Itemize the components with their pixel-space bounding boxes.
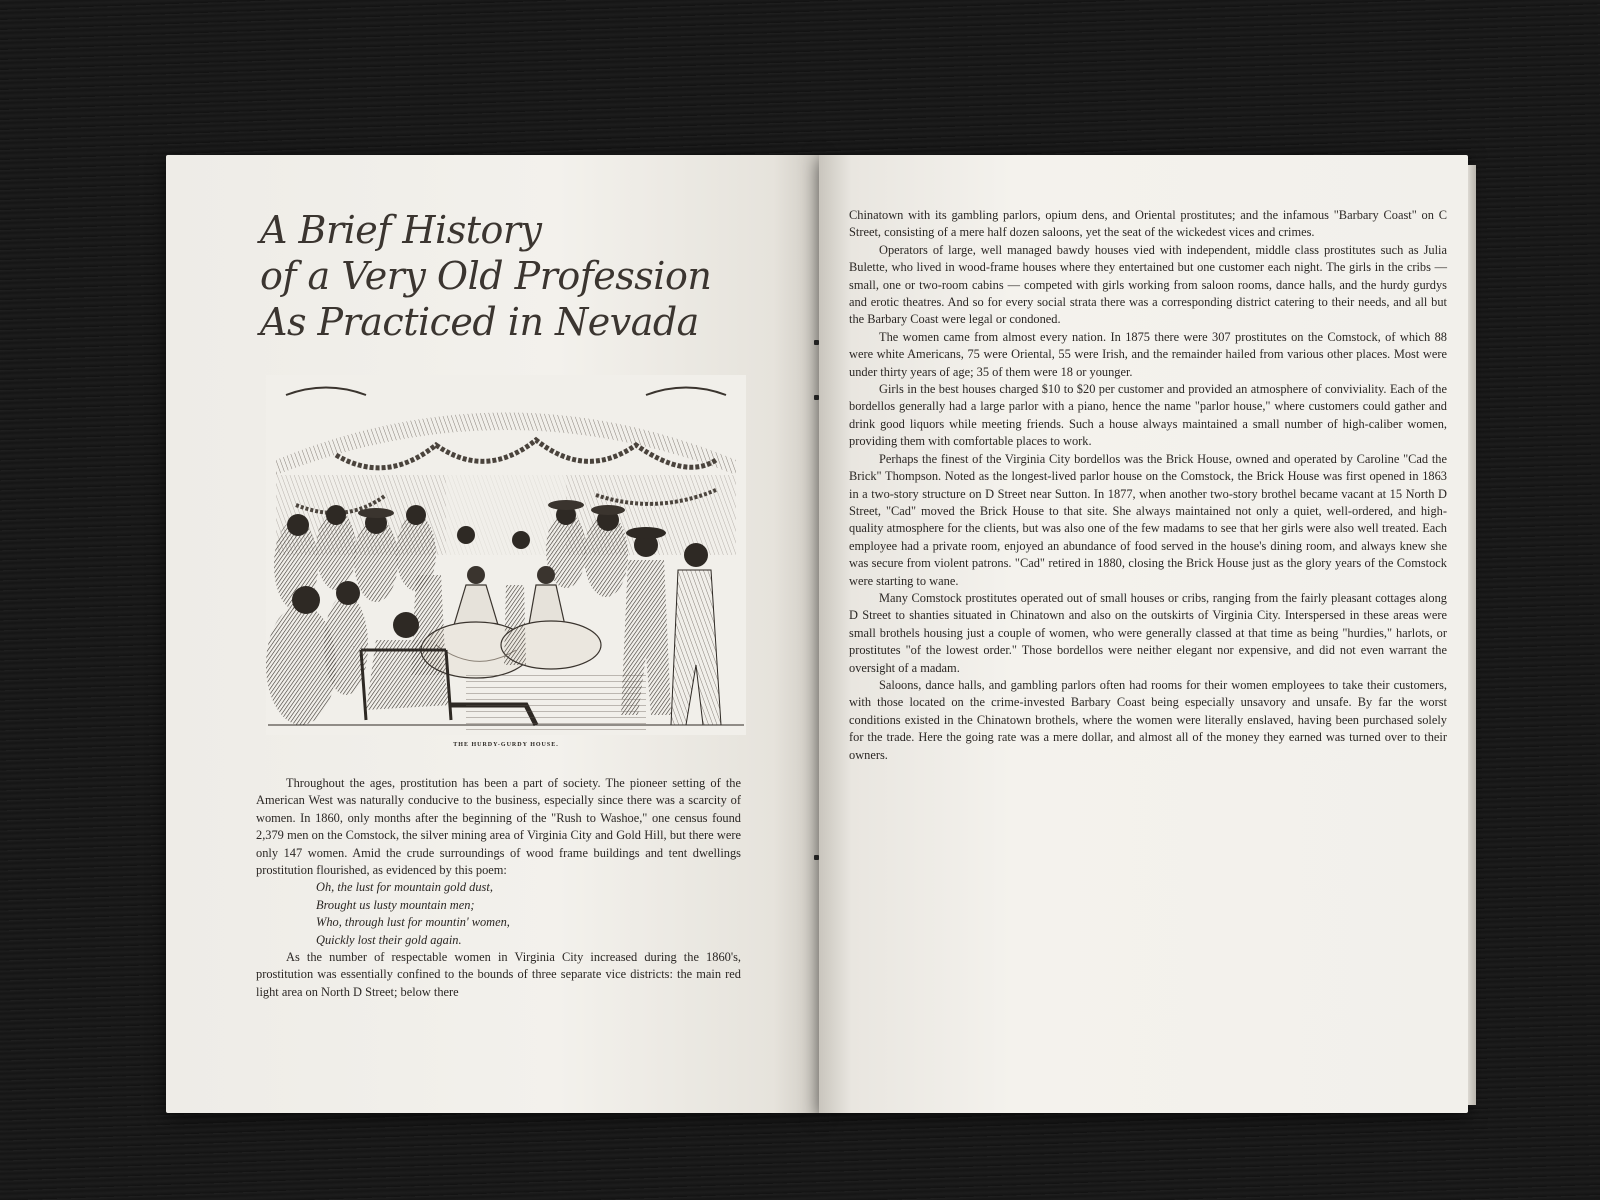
paragraph: Girls in the best houses charged $10 to $20 per customer and provided an atmosphere of conviviality. Each of the bordellos generally had a large parlor with a piano, hence the name "parlor house," where customers could gather and drink good liquors while meeting friends. Such a house always maintained a small number of high-caliber women, providing them with comfortable places to work. xyxy=(849,382,1447,449)
left-page-body xyxy=(256,775,741,1001)
paragraph: Saloons, dance halls, and gambling parlors often had rooms for their women employees to take their customers, with those located on the crime-invested Barbary Coast being especially unsavory and unsafe. By far the worst conditions existed in the Chinatown brothels, where the women were literally enslaved, having been purchased solely for the trade. Here the going rate was a mere dollar, and almost all of the money they earned was turned over to their owners. xyxy=(849,677,1447,762)
illustration-caption: THE HURDY-GURDY HOUSE. xyxy=(453,742,559,748)
paragraph: The women came from almost every nation. In 1875 there were 307 prostitutes on the Comstock, of which 88 were white Americans, 75 were Oriental, 55 were Irish, and the remainder hailed from various other places. Most were under thirty years of age; 35 of them were 18 or younger. xyxy=(849,329,1447,379)
title-line-3: As Practiced in Nevada xyxy=(260,300,699,344)
poem-line: Brought us lusty mountain men; xyxy=(316,897,475,912)
title-line-1: A Brief History xyxy=(260,208,542,252)
staple-mark xyxy=(814,395,819,400)
poem-line: Oh, the lust for mountain gold dust, xyxy=(316,880,493,895)
paragraph: Operators of large, well managed bawdy houses vied with independent, middle class prostitutes such as Julia Bulette, who lived in wood-frame houses where they entertained but one customer each night. The girls in the cribs — small, one or two-room cabins — competed with girls working from saloon rooms, dance halls, and the hurdy gurdys and erotic theatres. And so for every social strata there was a corresponding district catering to their needs, and all but the Barbary Coast were legal or condoned. xyxy=(849,242,1447,327)
staple-mark xyxy=(814,855,819,860)
open-booklet xyxy=(166,155,1468,1113)
paragraph: Throughout the ages, prostitution has been a part of society. The pioneer setting of the American West was naturally conducive to the business, especially since there was a scarcity of women. In 1860, only months after the beginning of the "Rush to Washoe," one census found 2,379 men on the Comstock, the silver mining area of Virginia City and Gold Hill, but there were only 147 women. Amid the crude surroundings of wood frame buildings and tent dwellings prostitution flourished, as evidenced by this poem: xyxy=(256,776,741,878)
paragraph: Chinatown with its gambling parlors, opium dens, and Oriental prostitutes; and the infamous "Barbary Coast" on C Street, consisting of a mere half dozen saloons, yet the seat of the wickedest vices and crimes. xyxy=(849,208,1447,240)
poem-line: Who, through lust for mountin' women, xyxy=(316,915,510,930)
page-title xyxy=(260,207,760,345)
poem-line: Quickly lost their gold again. xyxy=(316,932,462,947)
paragraph: As the number of respectable women in Virginia City increased during the 1860's, prostitution was essentially confined to the bounds of three separate vice districts: the main red light area on North D Street; below there xyxy=(256,950,741,999)
right-page-body xyxy=(849,207,1447,764)
hurdy-gurdy-engraving xyxy=(266,375,746,735)
page-edge xyxy=(1468,165,1476,1105)
paragraph: Many Comstock prostitutes operated out of small houses or cribs, ranging from the fairly pleasant cottages along D Street to shanties situated in Chinatown and also on the outskirts of Virginia City. Interspersed in these areas were small brothels housing just a couple of women, who were generally classed at that time as being "hurdies," harlots, or prostitutes "of the lowest order." Those bordellos were neither elegant nor expensive, and did not even warrant the oversight of a madam. xyxy=(849,590,1447,675)
left-page xyxy=(166,155,819,1113)
staple-mark xyxy=(814,340,819,345)
poem xyxy=(316,879,741,949)
paragraph: Perhaps the finest of the Virginia City bordellos was the Brick House, owned and operated by Caroline "Cad the Brick" Thompson. Noted as the longest-lived parlor house on the Comstock, the Brick House was first opened in 1863 in a two-story structure on D Street near Sutton. In 1877, when another two-story brothel became vacant at 15 North D Street, "Cad" moved the Brick House to that site. She always maintained not only a quiet, well-ordered, and high-quality atmosphere for the clients, but was also one of the few madams to see that her girls were also well treated. Each employee had a private room, enjoyed an abundance of food served in the house's dining room, and always knew she was secure from violent patrons. "Cad" retired in 1880, closing the Brick House just as the glory years of the Comstock were starting to wane. xyxy=(849,451,1447,588)
right-page xyxy=(819,155,1468,1113)
title-line-2: of a Very Old Profession xyxy=(260,254,712,298)
